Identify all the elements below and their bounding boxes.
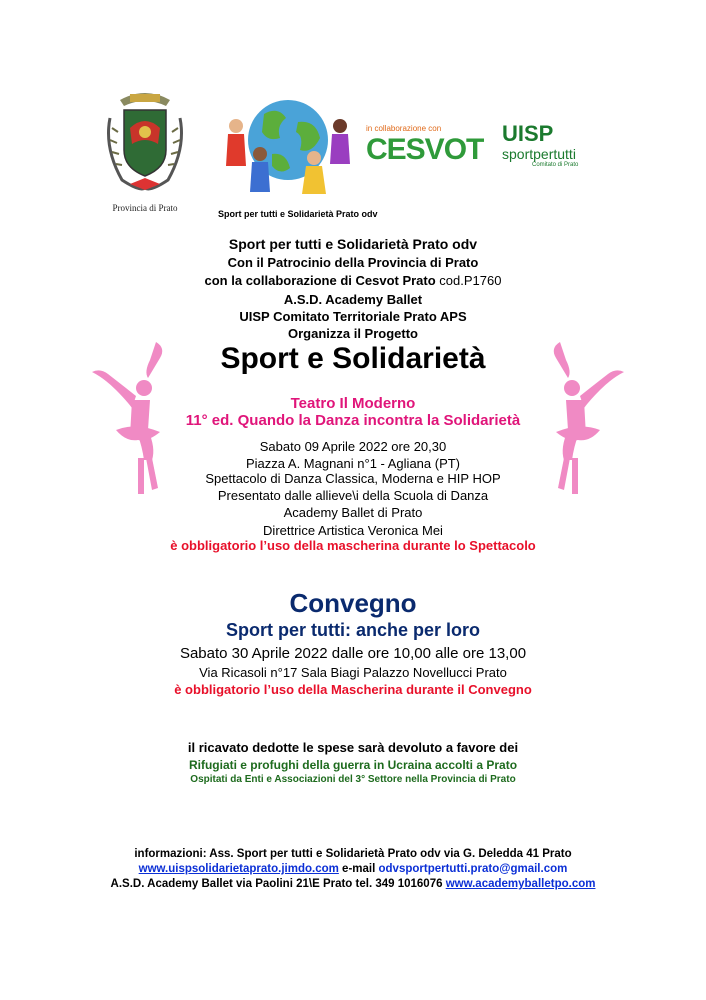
teatro-line-1: Teatro Il Moderno — [290, 395, 416, 412]
footer-contacts — [0, 863, 706, 875]
teatro-presented: Presentato dalle allieve\i della Scuola di Danza — [217, 488, 489, 503]
proceeds-line-1: il ricavato dedotte le spese sarà devoluto a favore dei — [187, 740, 519, 755]
provincia-prato-logo — [100, 88, 190, 213]
convegno-mask-notice: è obbligatorio l’uso della Mascherina durante il Convegno — [174, 682, 532, 697]
proceeds-line-2: Rifugiati e profughi della guerra in Ucraina accolti a Prato — [188, 758, 518, 772]
teatro-director: Direttrice Artistica Veronica Mei — [263, 523, 443, 538]
header-line-2: Con il Patrocinio della Provincia di Prato — [227, 255, 479, 270]
header-line-4: A.S.D. Academy Ballet — [283, 292, 423, 307]
cesvot-name: CESVOT — [366, 133, 484, 166]
teatro-mask-notice: è obbligatorio l’uso della mascherina durante lo Spettacolo — [170, 538, 536, 553]
footer-academy — [0, 878, 706, 890]
teatro-place: Piazza A. Magnani n°1 - Agliana (PT) — [245, 456, 461, 471]
proceeds-line-3: Ospitati da Enti e Associazioni del 3° Settore nella Provincia di Prato — [190, 774, 516, 785]
provincia-caption: Provincia di Prato — [112, 203, 178, 213]
main-title: Sport e Solidarietà — [220, 342, 486, 375]
convegno-subtitle: Sport per tutti: anche per loro — [225, 620, 480, 640]
footer-academy-text: A.S.D. Academy Ballet via Paolini 21\E Prato tel. 349 1016076 — [110, 878, 446, 890]
header-line-6: Organizza il Progetto — [287, 326, 418, 341]
teatro-school: Academy Ballet di Prato — [283, 505, 423, 520]
globe-icon — [216, 92, 354, 198]
footer-academy-link[interactable]: www.academyballetpo.com — [445, 878, 596, 890]
convegno-place: Via Ricasoli n°17 Sala Biagi Palazzo Novellucci Prato — [199, 665, 507, 680]
footer-website-link[interactable]: www.uispsolidarietaprato.jimdo.com — [138, 863, 339, 875]
uisp-logo — [502, 122, 602, 178]
convegno-title: Convegno — [289, 588, 417, 618]
teatro-show: Spettacolo di Danza Classica, Moderna e HIP HOP — [205, 471, 501, 486]
cesvot-logo — [366, 124, 496, 176]
globe-caption: Sport per tutti e Solidarietà Prato odv — [218, 209, 378, 219]
header-line-3-code: cod.P1760 — [435, 273, 502, 288]
header-line-3 — [0, 273, 706, 288]
footer-email-link[interactable]: odvsportpertutti.prato@gmail.com — [378, 863, 568, 875]
globe-children-logo — [216, 92, 354, 198]
uisp-tagline: sportpertutti — [502, 146, 576, 162]
teatro-line-2: 11° ed. Quando la Danza incontra la Solidarietà — [185, 412, 521, 429]
teatro-date: Sabato 09 Aprile 2022 ore 20,30 — [259, 439, 447, 454]
header-line-5: UISP Comitato Territoriale Prato APS — [239, 309, 467, 324]
uisp-sub: Comitato di Prato — [532, 162, 579, 168]
header-line-3-bold: con la collaborazione di Cesvot Prato — [204, 273, 436, 288]
header-line-1: Sport per tutti e Solidarietà Prato odv — [228, 236, 478, 252]
footer-info: informazioni: Ass. Sport per tutti e Solidarietà Prato odv via G. Deledda 41 Prato — [134, 848, 572, 860]
provincia-crest-icon — [100, 88, 190, 196]
footer-email-label: e-mail — [338, 863, 379, 875]
convegno-date: Sabato 30 Aprile 2022 dalle ore 10,00 alle ore 13,00 — [179, 645, 527, 662]
uisp-name: UISP — [502, 121, 554, 146]
cesvot-small-text: in collaborazione con — [366, 124, 442, 133]
